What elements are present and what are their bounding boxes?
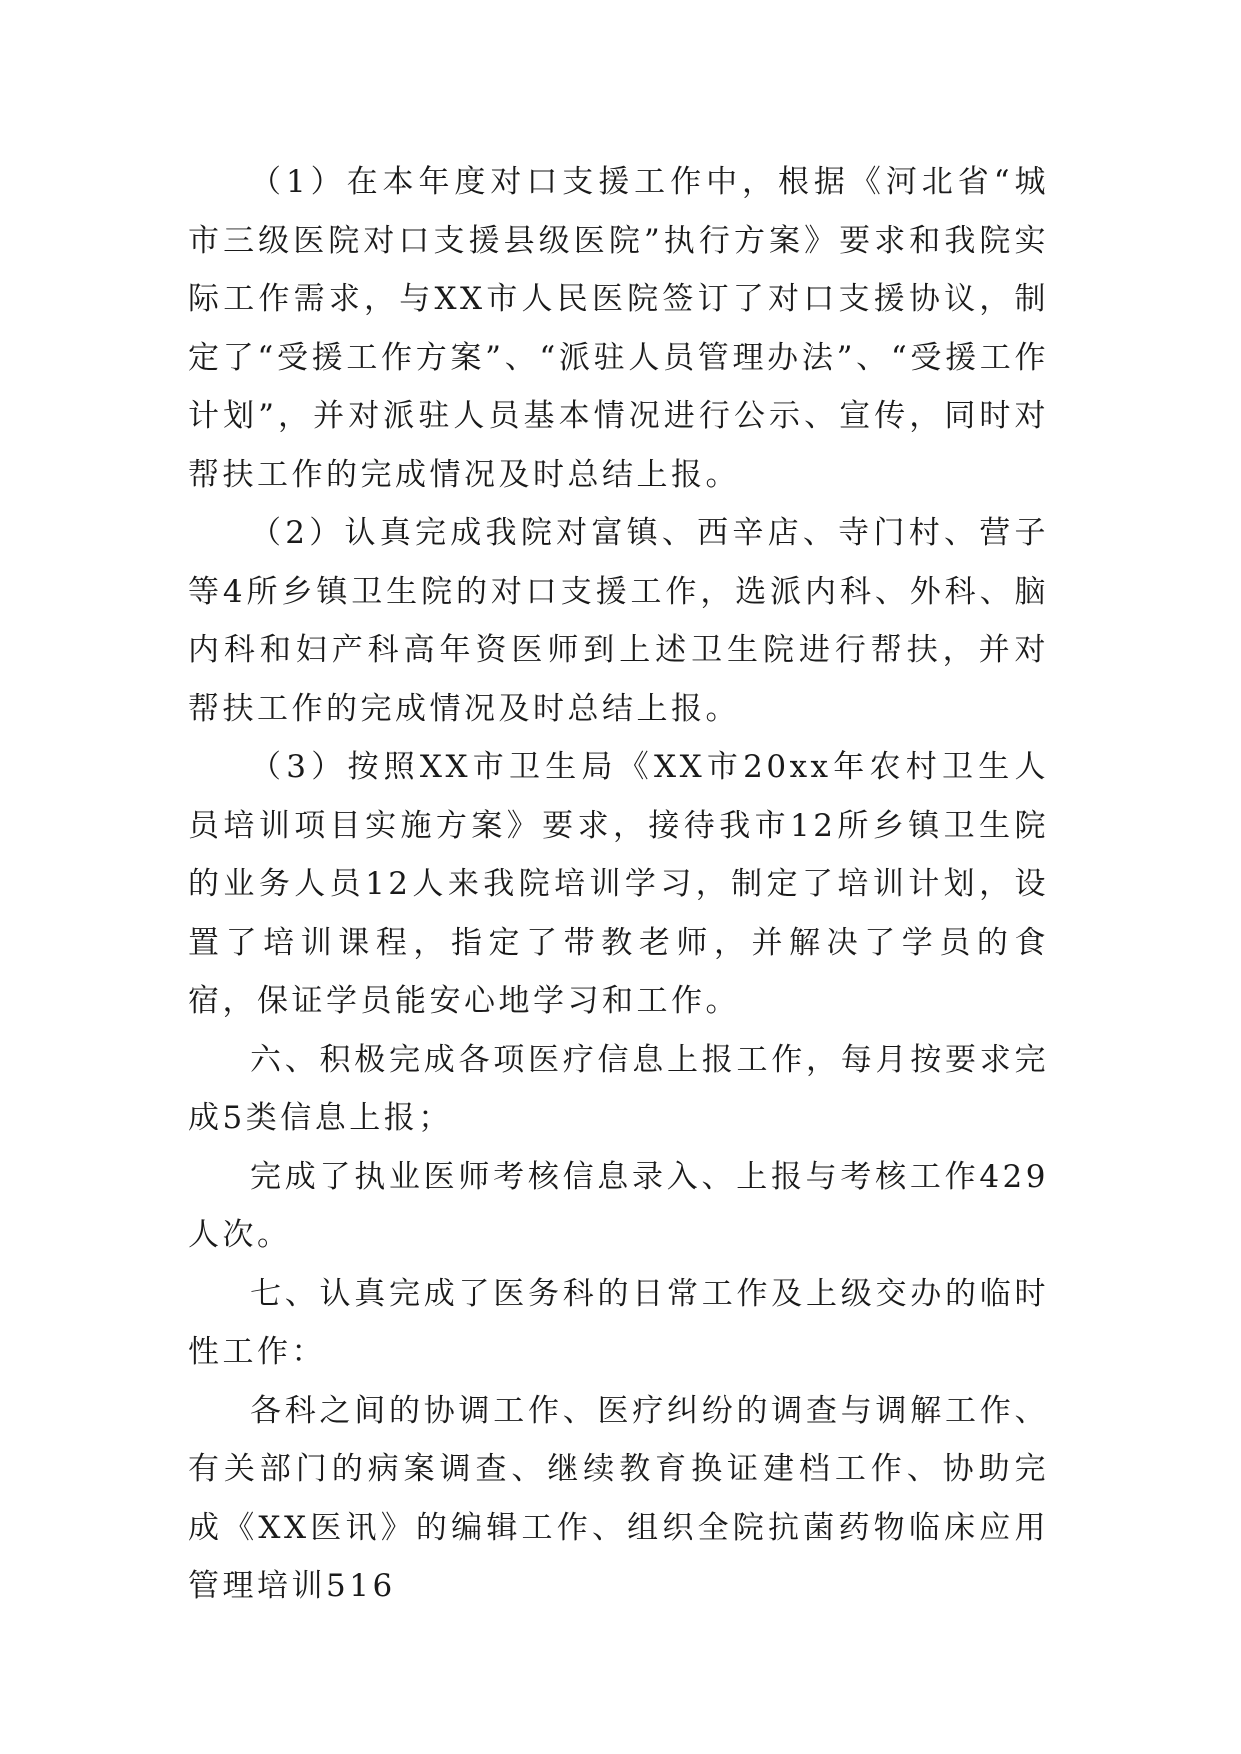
paragraph-support-item-2: （2）认真完成我院对富镇、西辛店、寺门村、营子等4所乡镇卫生院的对口支援工作，选派内科、外科、脑内科和妇产科高年资医师到上述卫生院进行帮扶，并对帮扶工作的完成情况及时总结上报。 — [188, 515, 1049, 727]
paragraph-section-seven: 七、认真完成了医务科的日常工作及上级交办的临时性工作： — [188, 1275, 1049, 1370]
paragraph-support-item-3: （3）按照XX市卫生局《XX市20xx年农村卫生人员培训项目实施方案》要求，接待我市12所乡镇卫生院的业务人员12人来我院培训学习，制定了培训计划，设置了培训课程，指定了带教老师，并解决了学员的食宿，保证学员能安心地学习和工作。 — [188, 749, 1049, 1019]
paragraph-daily-work: 各科之间的协调工作、医疗纠纷的调查与调解工作、有关部门的病案调查、继续教育换证建档工作、协助完成《XX医讯》的编辑工作、组织全院抗菌药物临床应用管理培训516 — [188, 1392, 1049, 1604]
paragraph-support-item-1: （1）在本年度对口支援工作中，根据《河北省“城市三级医院对口支援县级医院”执行方案》要求和我院实际工作需求，与XX市人民医院签订了对口支援协议，制定了“受援工作方案”、“派驻人员管理办法”、“受援工作计划”，并对派驻人员基本情况进行公示、宣传，同时对帮扶工作的完成情况及时总结上报。 — [188, 164, 1049, 493]
paragraph-section-six: 六、积极完成各项医疗信息上报工作，每月按要求完成5类信息上报； — [188, 1041, 1049, 1136]
document-body — [188, 153, 1049, 1616]
paragraph-physician-assessment: 完成了执业医师考核信息录入、上报与考核工作429人次。 — [188, 1158, 1049, 1253]
